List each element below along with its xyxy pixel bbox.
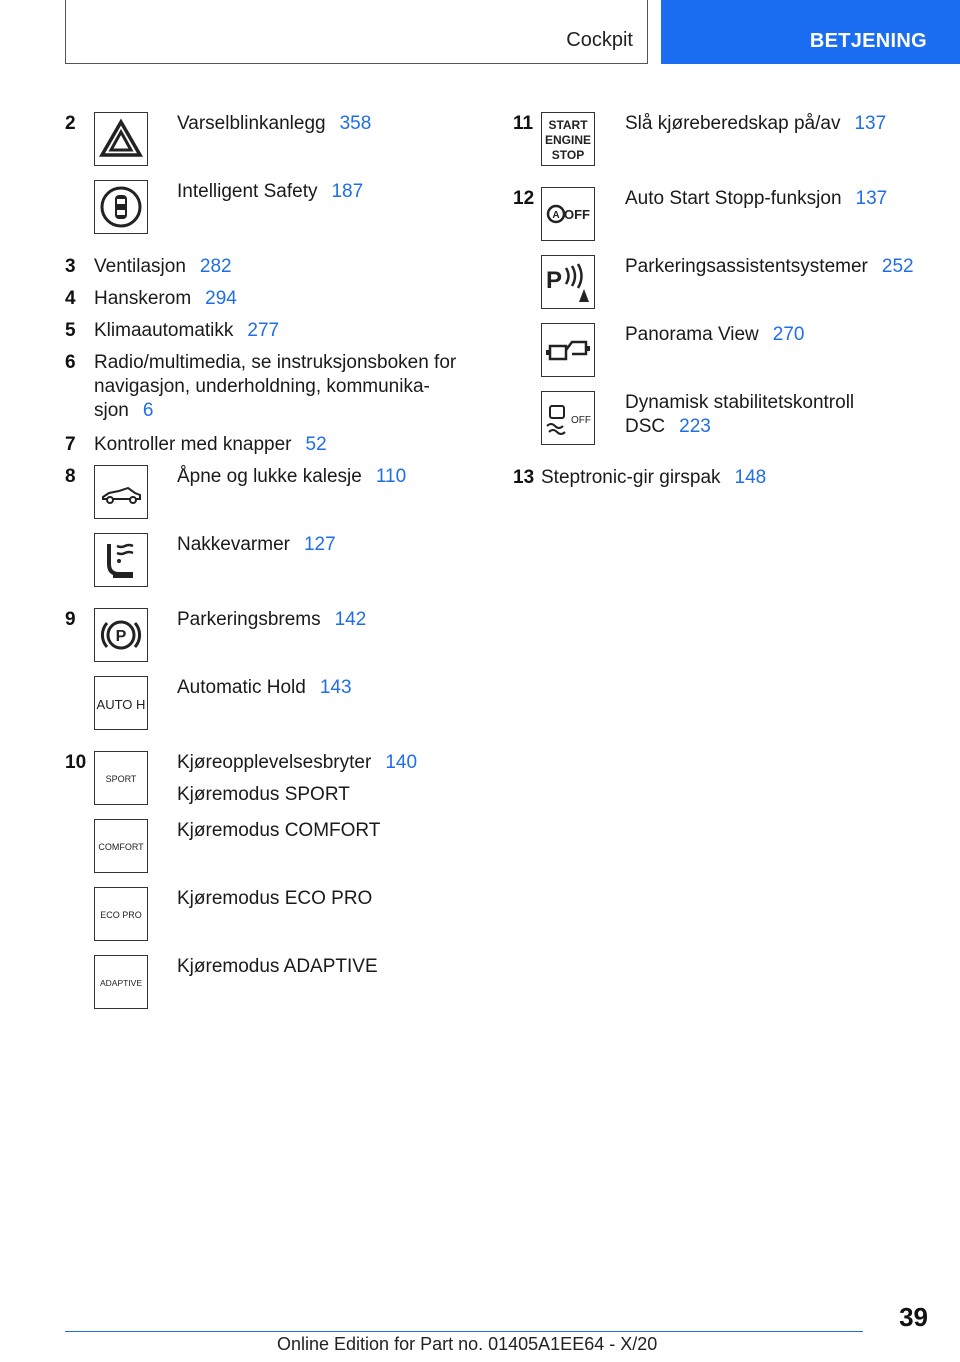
panorama-view-icon (541, 323, 595, 377)
hazard-warning-icon (94, 112, 148, 166)
svg-text:STOP: STOP (551, 148, 585, 162)
entry-convertible: Åpne og lukke kalesje 110 (177, 466, 407, 487)
footer-rule (65, 1331, 863, 1332)
svg-text:ADAPTIVE: ADAPTIVE (99, 978, 143, 988)
page-link[interactable]: 137 (855, 188, 888, 209)
entry-adaptive: Kjøremodus ADAPTIVE (177, 956, 378, 977)
entry-climate: Klimaautomatikk 277 (94, 320, 280, 341)
item-number-3: 3 (65, 256, 76, 277)
entry-parking-assist: Parkeringsassistentsystemer 252 (625, 256, 914, 277)
intelligent-safety-icon (94, 180, 148, 234)
page-link[interactable]: 270 (772, 324, 805, 345)
footer-edition: Online Edition for Part no. 01405A1EE64 - X/20 (277, 1334, 658, 1354)
page-link[interactable]: 358 (339, 113, 372, 134)
svg-text:SPORT: SPORT (105, 774, 137, 784)
item-number-9: 9 (65, 609, 76, 630)
item-number-5: 5 (65, 320, 76, 341)
entry-steptronic: Steptronic-gir girspak 148 (541, 467, 767, 488)
svg-text:OFF: OFF (571, 415, 591, 426)
svg-text:AUTO H: AUTO H (96, 697, 146, 712)
page-link[interactable]: 6 (142, 400, 154, 421)
section-title: Cockpit (566, 29, 633, 51)
page-link[interactable]: 223 (679, 416, 711, 437)
auto-hold-icon (94, 676, 148, 730)
entry-eco-pro: Kjøremodus ECO PRO (177, 888, 373, 909)
entry-driving-experience: Kjøreopplevelsesbryter 140 (177, 752, 418, 773)
page-link[interactable]: 127 (303, 534, 336, 555)
auto-start-stop-icon (541, 187, 595, 241)
entry-intelligent-safety: Intelligent Safety 187 (177, 181, 364, 202)
page-link[interactable]: 142 (334, 609, 367, 630)
item-number-11: 11 (513, 113, 534, 134)
entry-auto-hold: Automatic Hold 143 (177, 677, 352, 698)
svg-text:COMFORT: COMFORT (98, 842, 144, 852)
page-link[interactable]: 148 (734, 467, 767, 488)
svg-text:ENGINE: ENGINE (544, 133, 592, 147)
page-link[interactable]: 110 (375, 466, 407, 487)
entry-neck-warmer: Nakkevarmer 127 (177, 534, 336, 555)
chapter-title: BETJENING (809, 30, 927, 52)
entry-dsc: Dynamisk stabilitetskontroll DSC 223 (625, 392, 855, 437)
entry-parking-brake: Parkeringsbrems 142 (177, 609, 367, 630)
parking-brake-icon (94, 608, 148, 662)
neck-warmer-icon (94, 533, 148, 587)
eco-pro-mode-icon (94, 887, 148, 941)
adaptive-mode-icon (94, 955, 148, 1009)
start-stop-button-icon (541, 112, 595, 166)
entry-ventilation: Ventilasjon 282 (94, 256, 232, 277)
svg-text:P: P (115, 628, 127, 645)
item-number-13: 13 (513, 467, 535, 488)
page-link[interactable]: 277 (247, 320, 280, 341)
chapter-tab[interactable] (661, 0, 960, 64)
item-number-7: 7 (65, 434, 76, 455)
entry-radio: Radio/multimedia, se instruksjonsboken for navigasjon, underholdning, kommunika- sjon 6 (94, 352, 457, 421)
item-number-12: 12 (513, 188, 535, 209)
page-link[interactable]: 187 (331, 181, 364, 202)
sport-mode-icon (94, 751, 148, 805)
comfort-mode-icon (94, 819, 148, 873)
page-link[interactable]: 282 (199, 256, 232, 277)
entry-auto-start-stop: Auto Start Stopp-funksjon 137 (625, 188, 888, 209)
header-section-box (65, 0, 648, 64)
item-number-2: 2 (65, 113, 76, 134)
item-number-6: 6 (65, 352, 76, 373)
page-link[interactable]: 252 (881, 256, 914, 277)
page-link[interactable]: 140 (385, 752, 418, 773)
svg-text:A: A (552, 210, 560, 221)
svg-text:START: START (548, 118, 588, 132)
svg-text:P: P (546, 267, 563, 294)
page-link[interactable]: 137 (854, 113, 887, 134)
page-number: 39 (899, 1302, 928, 1332)
item-number-4: 4 (65, 288, 76, 309)
item-number-10: 10 (65, 752, 87, 773)
svg-text:OFF: OFF (564, 207, 590, 222)
svg-text:ECO PRO: ECO PRO (100, 910, 142, 920)
entry-glovebox: Hanskerom 294 (94, 288, 237, 309)
convertible-roof-icon (94, 465, 148, 519)
entry-controller: Kontroller med knapper 52 (94, 434, 327, 455)
parking-assist-icon (541, 255, 595, 309)
entry-panorama-view: Panorama View 270 (625, 324, 805, 345)
entry-hazard: Varselblinkanlegg 358 (177, 113, 372, 134)
page-link[interactable]: 52 (305, 434, 327, 455)
page-link[interactable]: 143 (319, 677, 352, 698)
entry-comfort: Kjøremodus COMFORT (177, 820, 381, 841)
item-number-8: 8 (65, 466, 76, 487)
page-link[interactable]: 294 (205, 288, 237, 309)
entry-start-stop: Slå kjøreberedskap på/av 137 (625, 113, 887, 134)
entry-sport: Kjøremodus SPORT (177, 784, 350, 805)
dsc-off-icon (541, 391, 595, 445)
